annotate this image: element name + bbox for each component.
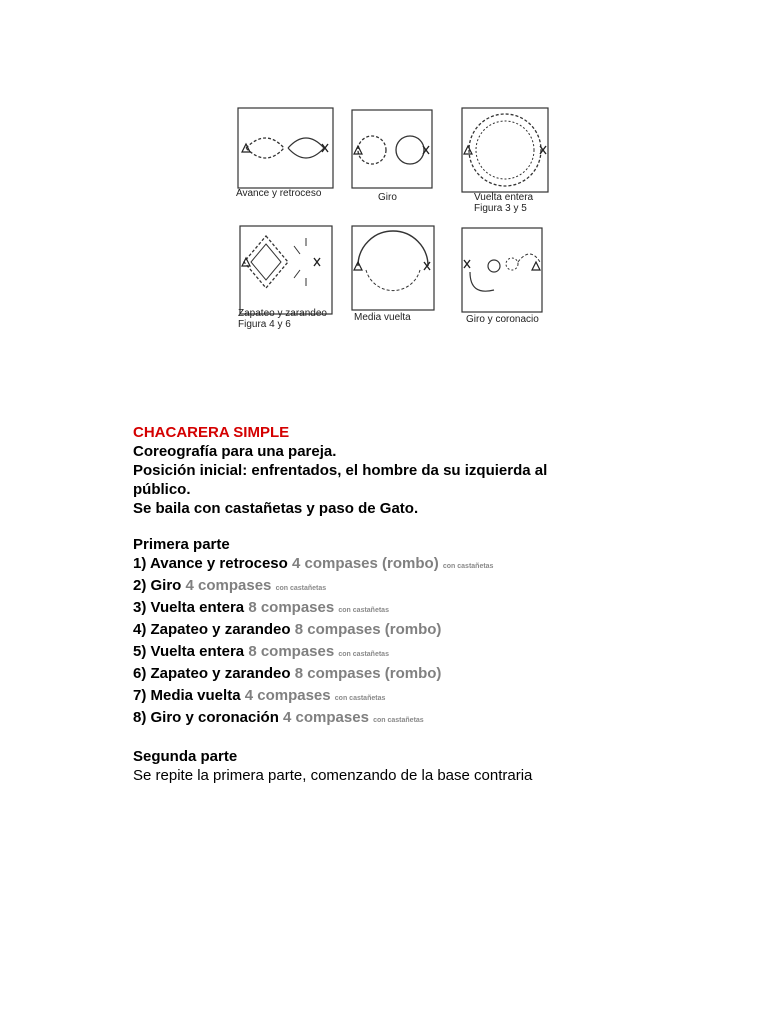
step-note: con castañetas: [442, 563, 494, 570]
step-note: con castañetas: [373, 717, 424, 724]
caption-vuelta-line2: Figura 3 y 5: [474, 203, 527, 214]
step-label: 3) Vuelta entera: [133, 599, 245, 616]
figure-media-vuelta: [350, 224, 460, 342]
step-row: [133, 554, 653, 576]
intro-line-4: Se baila con castañetas y paso de Gato.: [133, 500, 419, 517]
figure-giro: [350, 108, 460, 226]
step-label: 1) Avance y retroceso: [133, 555, 288, 572]
step-label: 8) Giro y coronación: [133, 709, 279, 726]
caption-giro: Giro: [378, 192, 397, 203]
coronacion-diagram: [460, 226, 570, 344]
part1-heading: Primera parte: [133, 536, 230, 553]
doc-title: CHACARERA SIMPLE: [133, 424, 290, 441]
step-row: [133, 686, 653, 708]
step-row: [133, 598, 653, 620]
step-note: con castañetas: [338, 607, 389, 614]
figure-avance-y-retroceso: [236, 106, 346, 224]
caption-coronacion: Giro y coronacio: [466, 314, 539, 325]
step-measure: 8 compases (rombo): [294, 621, 442, 638]
step-note: con castañetas: [334, 695, 386, 702]
figure-zapateo-y-zarandeo: [238, 224, 348, 342]
intro-line-3: público.: [133, 481, 191, 498]
step-note: con castañetas: [338, 651, 389, 658]
step-measure: 4 compases: [185, 577, 272, 594]
step-measure: 4 compases: [244, 687, 331, 704]
intro-line-1: Coreografía para una pareja.: [133, 443, 337, 460]
step-measure: 8 compases: [248, 599, 335, 616]
avance-diagram: [236, 106, 346, 224]
step-row: [133, 708, 653, 730]
media-vuelta-diagram: [350, 224, 460, 342]
caption-zapateo-line1: Zapateo y zarandeo: [238, 308, 327, 319]
caption-avance: Avance y retroceso: [236, 188, 322, 199]
caption-vuelta: [474, 192, 533, 214]
step-measure: 4 compases: [283, 709, 369, 726]
intro-line-2: Posición inicial: enfrentados, el hombre da su izquierda al: [133, 462, 548, 479]
figure-vuelta-entera: [460, 106, 570, 224]
caption-zapateo-line2: Figura 4 y 6: [238, 319, 291, 330]
step-label: 2) Giro: [133, 577, 182, 594]
step-row: [133, 664, 653, 686]
step-label: 4) Zapateo y zarandeo: [133, 621, 291, 638]
caption-vuelta-line1: Vuelta entera: [474, 192, 534, 203]
part2-text: Se repite la primera parte, comenzando de la base contraria: [133, 767, 533, 784]
step-measure: 4 compases (rombo): [291, 555, 439, 572]
step-note: con castañetas: [275, 585, 327, 592]
step-measure: 8 compases: [248, 643, 335, 660]
choreography-text: [133, 423, 653, 785]
step-measure: 8 compases (rombo): [294, 665, 442, 682]
part2-heading: Segunda parte: [133, 748, 238, 765]
figure-grid: [232, 96, 552, 341]
giro-diagram: [350, 108, 460, 226]
step-row: [133, 576, 653, 598]
step-row: [133, 620, 653, 642]
step-row: [133, 642, 653, 664]
caption-media: Media vuelta: [354, 312, 411, 323]
figure-giro-y-coronacion: [460, 226, 570, 344]
caption-zapateo: [238, 308, 327, 330]
step-label: 5) Vuelta entera: [133, 643, 245, 660]
step-label: 7) Media vuelta: [133, 687, 241, 704]
step-label: 6) Zapateo y zarandeo: [133, 665, 291, 682]
